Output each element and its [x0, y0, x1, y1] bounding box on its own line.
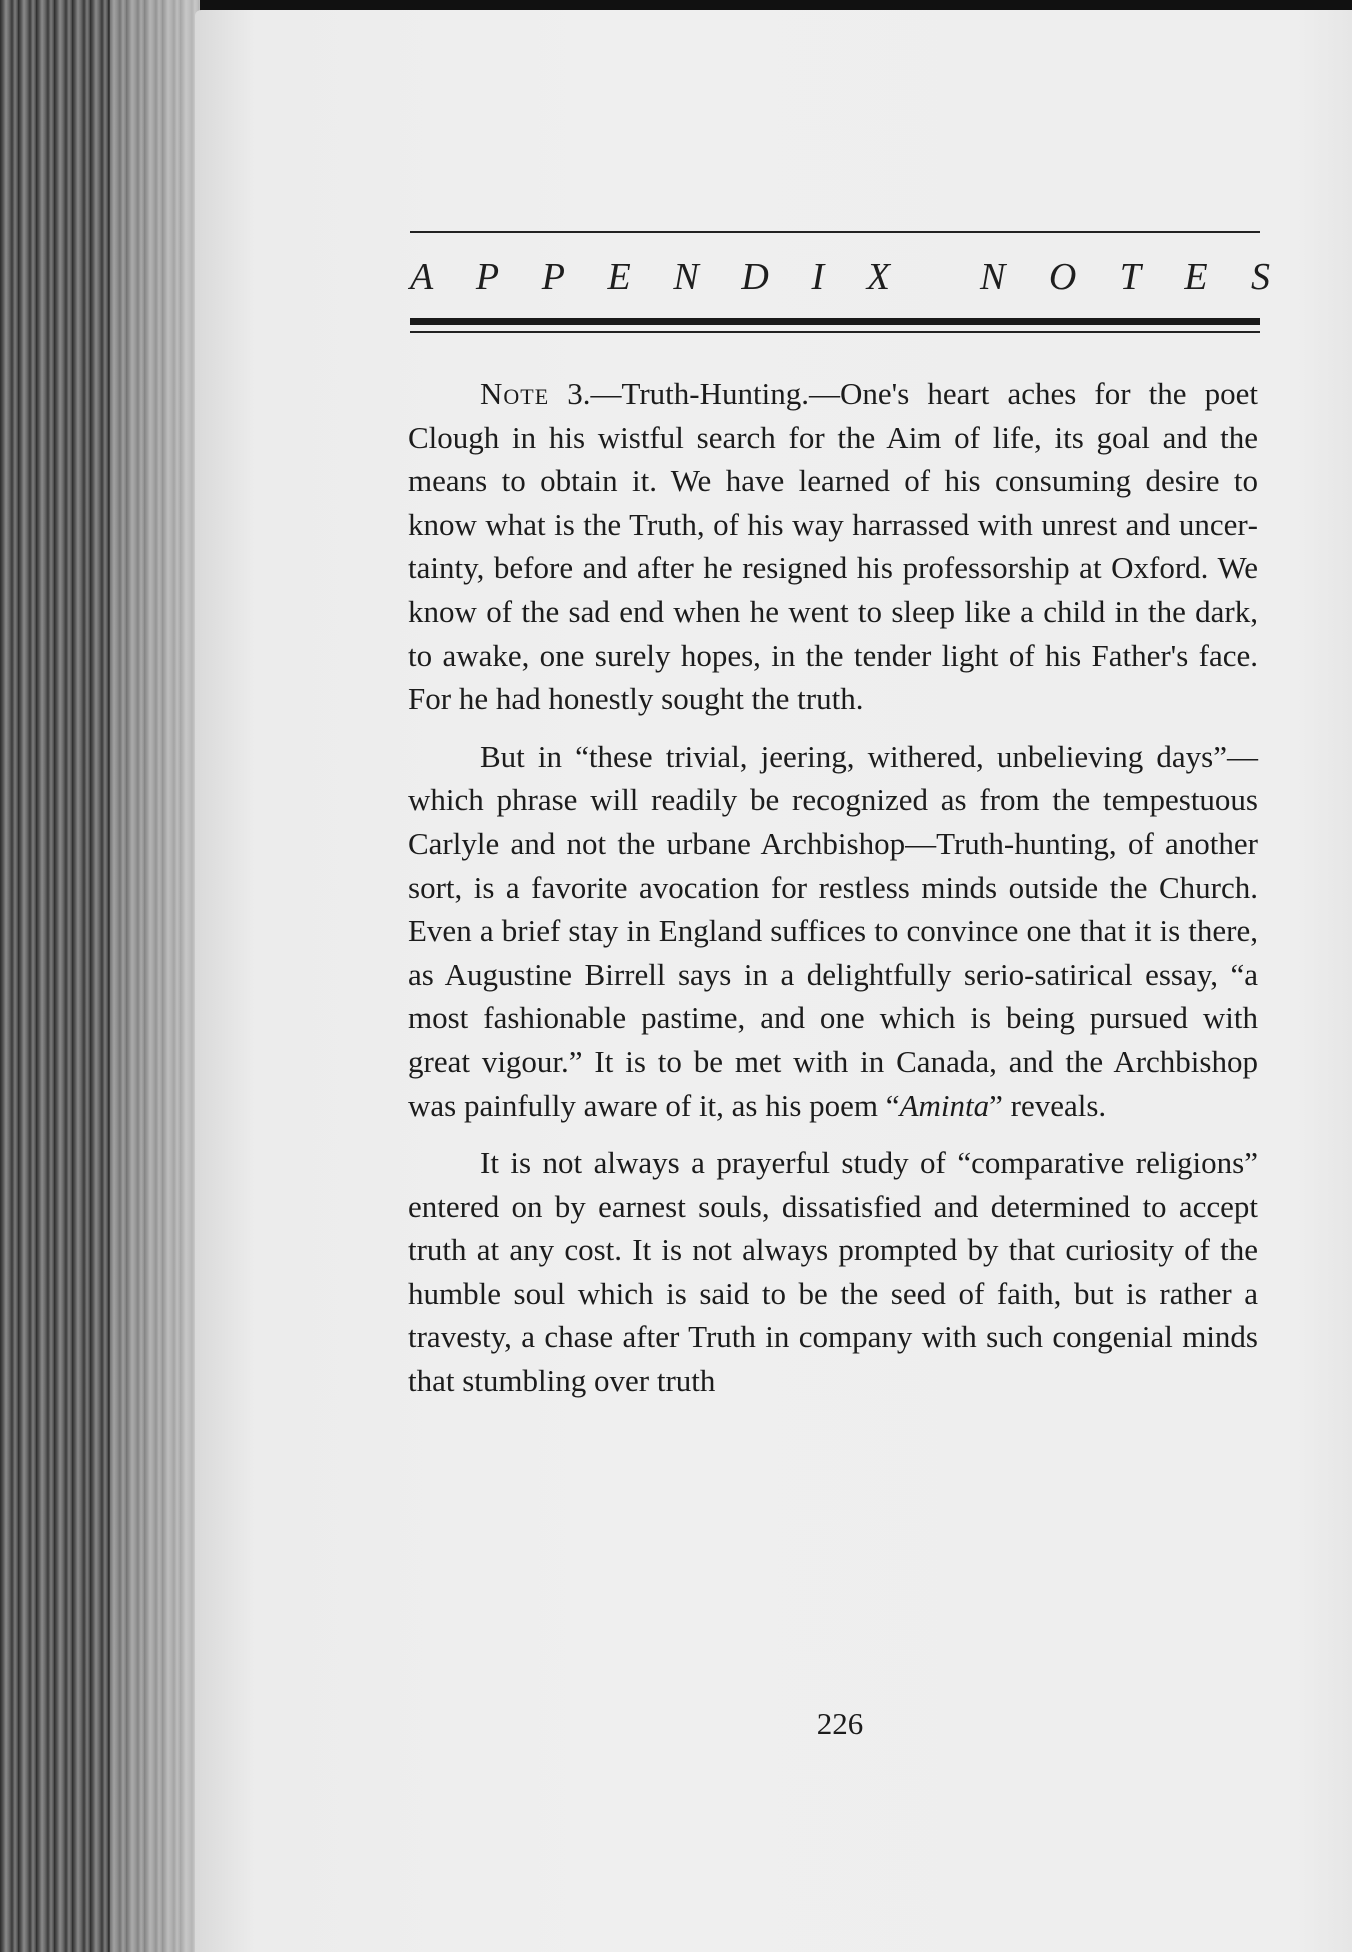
- poem-title: Aminta: [899, 1087, 990, 1123]
- heading-letter: S: [1250, 256, 1270, 298]
- paragraph-text: But in “these trivial, jeering, withered, unbelieving days”—which phrase will readily be recognized as from the tempestuous Carlyle and not the urbane Archbishop—Truth-hunting, of another sort, is a favorite avocation for restless minds outside the Church. Even a brief stay in England suffices to convince one that it is there, as Augustine Birrell says in a delightfully serio-satirical essay, “a most fashionable pastime, and one which is being pursued with great vigour.” It is to be met with in Canada, and the Archbishop was painfully aware of it, as his poem “: [408, 738, 1258, 1123]
- heading-letter: D: [741, 256, 769, 298]
- paragraph-text: It is not always a prayerful study of “comparative religions” entered on by earnest souls, dissatisfied and determined to accept truth at any cost. It is not always prompted by that curiosity of the humble soul which is said to be the seed of faith, but is rather a travesty, a chase after Truth in company with such congenial minds that stumbling over truth: [408, 1145, 1258, 1399]
- heading-letter: E: [607, 256, 631, 298]
- heading-letter: E: [1184, 256, 1208, 298]
- header-rule-thick: [410, 318, 1260, 325]
- paragraph-note-3: [408, 372, 1258, 721]
- header-rule-bottom: [410, 331, 1260, 333]
- heading-letter: T: [1119, 256, 1141, 298]
- heading-word-notes: [980, 255, 1270, 299]
- body-text: [408, 372, 1258, 1417]
- paragraph-truth-hunting: [408, 735, 1258, 1127]
- book-page-edges: [0, 0, 200, 1952]
- note-label: Note: [480, 376, 550, 411]
- page-number: 226: [816, 1706, 864, 1741]
- heading-letter: O: [1048, 256, 1077, 298]
- page-heading: [410, 252, 1270, 302]
- heading-letter: X: [866, 256, 890, 298]
- heading-word-appendix: [410, 255, 890, 299]
- paragraph-text-tail: ” reveals.: [989, 1087, 1107, 1123]
- header-rule-top: [410, 231, 1260, 233]
- heading-letter: P: [475, 256, 500, 298]
- heading-letter: N: [673, 256, 699, 298]
- paragraph-comparative-religions: [408, 1141, 1258, 1403]
- heading-letter: A: [410, 256, 434, 298]
- paragraph-text: 3.—Truth-Hunting.—One's heart aches for the poet Clough in his wistful search for the Aim of life, its goal and the means to obtain it. We have learned of his consuming desire to know what is the Truth, of his way harrassed with unrest and uncertainty, before and after he resigned his professorship at Oxford. We know of the sad end when he went to sleep like a child in the dark, to awake, one surely hopes, in the tender light of his Father's face. For he had honestly sought the truth.: [408, 376, 1258, 717]
- heading-letter: I: [811, 256, 825, 298]
- heading-letter: N: [980, 256, 1006, 298]
- heading-letter: P: [541, 256, 565, 298]
